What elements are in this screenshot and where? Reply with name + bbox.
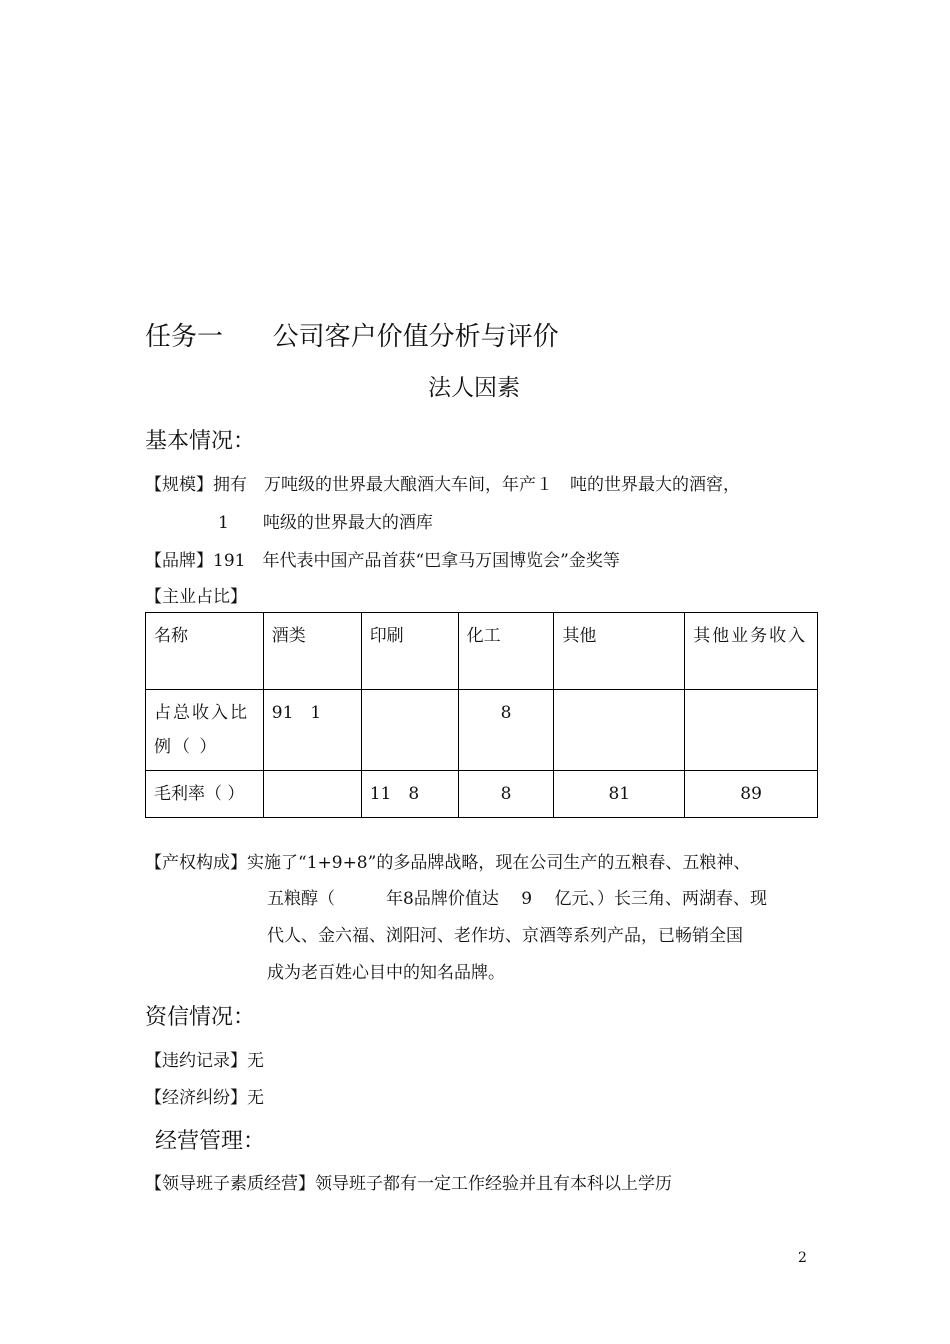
brand-label: 【品牌】 — [145, 551, 213, 571]
table-cell — [554, 690, 685, 771]
table-cell: 8 — [458, 771, 554, 818]
table-cell: 占总收入比例（ ） — [146, 690, 264, 771]
brand-line — [145, 546, 620, 571]
table-cell — [685, 690, 818, 771]
leader-text: 领导班子都有一定工作经验并且有本科以上学历 — [315, 1174, 672, 1194]
table-cell — [361, 690, 458, 771]
scale-text-2: 1 吨级的世界最大的酒库 — [218, 513, 433, 533]
task-name: 公司客户价值分析与评价 — [272, 322, 559, 352]
revenue-share-table — [145, 612, 818, 818]
table-row — [146, 690, 818, 771]
table-header: 印刷 — [361, 613, 458, 690]
page-title — [145, 316, 559, 353]
table-header-row — [146, 613, 818, 690]
table-header: 名称 — [146, 613, 264, 690]
property-text-4: 成为老百姓心目中的知名品牌。 — [267, 963, 505, 983]
default-record-label: 【违约记录】 — [145, 1051, 247, 1071]
property-line-1 — [145, 848, 750, 873]
table-header: 化工 — [458, 613, 554, 690]
scale-text-1: 拥有 万吨级的世界最大酿酒大车间，年产１ 吨的世界最大的酒窖， — [213, 475, 740, 495]
table-cell: 毛利率（ ） — [146, 771, 264, 818]
basic-heading: 基本情况： — [145, 429, 256, 454]
property-text-3: 代人、金六福、浏阳河、老作坊、京酒等系列产品，已畅销全国 — [267, 926, 743, 946]
page-number: 2 — [798, 1250, 807, 1266]
brand-text: 191 年代表中国产品首获“巴拿马万国博览会”金奖等 — [213, 551, 620, 571]
dispute-label: 【经济纠纷】 — [145, 1088, 247, 1108]
table-cell — [263, 771, 361, 818]
table-cell: 11 8 — [361, 771, 458, 818]
section-title: 法人因素 — [428, 375, 520, 401]
scale-line-1 — [145, 470, 740, 495]
property-text-1: 实施了“1+9+8”的多品牌战略，现在公司生产的五粮春、五粮神、 — [247, 853, 751, 873]
scale-label: 【规模】 — [145, 475, 213, 495]
dispute-value: 无 — [247, 1088, 264, 1108]
table-cell: 91 1 — [263, 690, 361, 771]
table-header: 其他 — [554, 613, 685, 690]
table-header: 酒类 — [263, 613, 361, 690]
table-cell: 8 — [458, 690, 554, 771]
table-header: 其他业务收入 — [685, 613, 818, 690]
table-cell: 89 — [685, 771, 818, 818]
table-row — [146, 771, 818, 818]
default-record-value: 无 — [247, 1051, 264, 1071]
property-text-2: 五粮醇（ 年8品牌价值达 9 亿元、）长三角、两湖春、现 — [267, 889, 767, 909]
dispute-line — [145, 1083, 264, 1108]
share-label: 【主业占比】 — [145, 587, 247, 607]
table-cell: 81 — [554, 771, 685, 818]
management-heading: 经营管理： — [155, 1129, 266, 1154]
credit-heading: 资信情况： — [145, 1005, 256, 1030]
leader-line — [145, 1169, 672, 1194]
task-number: 任务一 — [145, 322, 224, 352]
property-label: 【产权构成】 — [145, 853, 247, 873]
default-record-line — [145, 1046, 264, 1071]
leader-label: 【领导班子素质经营】 — [145, 1174, 315, 1194]
